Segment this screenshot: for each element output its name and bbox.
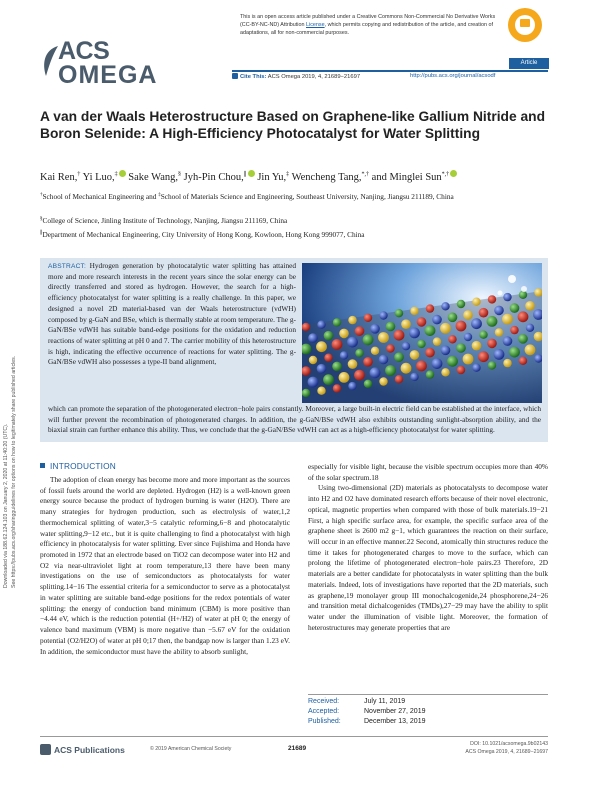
intro-column-left <box>40 475 290 657</box>
date-accepted: Accepted: November 27, 2019 <box>308 707 426 715</box>
publication-dates <box>308 697 425 727</box>
footer-rule <box>40 736 548 737</box>
atom <box>355 349 363 357</box>
author-list <box>40 170 560 183</box>
open-access-badge-icon <box>508 8 542 42</box>
atom <box>394 330 405 341</box>
atom <box>379 377 387 385</box>
affiliation: ∥Department of Mechanical Engineering, City University of Hong Kong, Kowloon, Hong Kong 999077, China <box>40 230 365 239</box>
atom <box>324 331 334 341</box>
atom <box>432 315 442 325</box>
atom <box>448 313 458 323</box>
atom <box>463 310 473 320</box>
atom <box>457 300 465 308</box>
atom <box>385 365 396 376</box>
doi-text[interactable]: DOI: 10.1021/acsomega.9b02143 <box>470 741 548 747</box>
atom <box>440 323 451 334</box>
atom <box>348 382 356 390</box>
atom <box>425 325 436 336</box>
atom <box>503 359 511 367</box>
atom <box>317 364 327 374</box>
acs-publications-logo[interactable]: ACS Publications <box>40 744 125 755</box>
atom <box>363 357 373 367</box>
toc-graphic-image[interactable] <box>302 263 542 403</box>
journal-url-link[interactable]: http://pubs.acs.org/journal/acsodf <box>410 73 496 79</box>
abstract-label: ABSTRACT: <box>48 263 87 270</box>
atom <box>333 384 341 392</box>
journal-logo-line2: OMEGA <box>58 60 158 89</box>
open-access-notice <box>240 14 502 37</box>
atom <box>456 321 467 332</box>
atom <box>488 295 496 303</box>
atom <box>363 334 374 345</box>
atom <box>370 367 381 378</box>
atom <box>355 326 365 336</box>
footer-doi[interactable] <box>410 741 548 756</box>
atom <box>348 316 356 324</box>
atom <box>364 380 372 388</box>
atom <box>333 318 341 326</box>
atom <box>472 364 480 372</box>
atom <box>448 335 456 343</box>
section-heading-introduction[interactable]: INTRODUCTION <box>40 461 116 471</box>
atom <box>441 368 449 376</box>
atom <box>525 301 535 311</box>
affiliation: †School of Mechanical Engineering and ‡School of Materials Science and Engineering, Southeast University, Nanjing, Jiangsu 211189, China <box>40 192 454 201</box>
atom <box>518 311 529 322</box>
author[interactable]: and Minglei Sun*,† <box>372 172 458 183</box>
section-square-icon <box>40 463 45 468</box>
license-link[interactable]: License <box>306 21 325 28</box>
orcid-icon[interactable] <box>450 170 457 177</box>
atom <box>332 362 342 372</box>
author[interactable]: Jin Yu,‡ <box>257 171 290 183</box>
atom <box>518 334 528 344</box>
atom <box>426 304 434 312</box>
atom <box>494 306 504 316</box>
atom <box>386 322 396 332</box>
atom <box>441 302 449 310</box>
download-side-note <box>3 0 18 588</box>
atom <box>348 359 358 369</box>
atom <box>354 370 365 381</box>
atom <box>503 336 513 346</box>
atom <box>503 293 511 301</box>
atom <box>479 331 487 339</box>
copyright: © 2019 American Chemical Society <box>150 746 232 752</box>
paragraph: The adoption of clean energy has become more and more important as the sources of fossil fuels around the world are depleted. Hydrogen (H2) is a well-known green energy source because the product of hydrogen burning is water (H2O). There are many strategies for hydrogen production, such as electrolysis of water,1,2 thermochemical splitting of water,3−5 catalytic reforming,6−8 and photocatalytic water splitting,9−12 etc., but it is quite challenging to find a photocatalyst with high efficiency in photocatalysis for water splitting. Ever since Fujishima and Honda have promoted in 1972 that an electrode based on TiO2 can decompose water into H2 and O2 via near-ultraviolet light at room temperature,13 there have been many investigations on the use of semiconductors as photocatalysts for water splitting.14−16 The essential criteria for a semiconductor to serve as a photocatalyst in water splitting are suitable band-edge positions for the redox potentials of water splitting: the energy of conduction band minimum (CBM) is more positive than −4.44 eV, which is the reduction potential (H+/H2) of water at pH 0; the energy of valence band maximum (VBM) is more negative than −5.67 eV for the oxidation potential (O2/H2O) of water at pH 0;17 then, the bandgap now is larger than 1.23 eV. In addition, the semiconductor must have the ability to absorb sunlight, <box>40 475 290 656</box>
atom <box>510 326 518 334</box>
acs-logo-icon <box>40 44 60 78</box>
atom <box>386 344 394 352</box>
atom <box>323 374 334 385</box>
atom <box>487 339 497 349</box>
atom <box>478 351 489 362</box>
atom <box>433 337 441 345</box>
atom <box>302 323 310 331</box>
atom <box>426 370 434 378</box>
atom <box>308 333 318 343</box>
atom <box>379 311 387 319</box>
atom <box>401 319 411 329</box>
atom <box>402 342 410 350</box>
atom <box>394 352 404 362</box>
abstract-text: ABSTRACT: Hydrogen generation by photocatalytic water splitting has attained more and more research interests in the recent years since the solar energy can be directly transferred and stored as hydrogen. However, the search for a high-efficiency photocatalyst for water splitting is a really challenge. In this paper, we designed a novel 2D material-based van der Waals heterostructure (vdWH) composed by g-GaN and BSe, which is thermally stable at room temperature. The g-GaN/BSe vdWH has suitable band-edge positions for the oxidation and reduction reactions of water splitting at pH 0 and 7. The carrier mobility of this heterostructure is high, indicating the effective occurrence of reactions for water splitting. The g-GaN/BSe vdWH also possesses a type-II band alignment, <box>48 261 296 367</box>
dates-rule <box>308 694 548 695</box>
atom <box>502 314 513 325</box>
atom <box>519 357 527 365</box>
atom <box>371 347 379 355</box>
side-note-line1: Downloaded via 188.62.124.103 on January 2, 2020 at 11:40:20 (UTC). <box>3 423 9 588</box>
header-rule <box>232 70 548 72</box>
atom <box>464 333 472 341</box>
author[interactable]: Wencheng Tang,*,† <box>291 171 370 183</box>
atom <box>447 356 458 367</box>
atom <box>339 372 350 383</box>
atom <box>410 373 418 381</box>
cite-icon <box>232 73 238 79</box>
atom <box>347 337 358 348</box>
atom <box>472 341 482 351</box>
atom <box>488 361 496 369</box>
atom <box>471 318 482 329</box>
atom <box>509 347 520 358</box>
atom <box>340 351 348 359</box>
author[interactable]: Sake Wang,§ <box>128 171 181 183</box>
orcid-icon[interactable] <box>248 170 255 177</box>
paragraph: especially for visible light, because the visible spectrum occupies more than 40% of the solar spectrum.18 <box>308 462 548 482</box>
paragraph: Using two-dimensional (2D) materials as photocatalysts to decompose water into H2 and O2 have dominated research efforts because of their novel electronic, optical, magnetic properties when compared with those of bulk materials.19−21 First, a high specific surface area, for example, the specific surface area of the graphene sheet is 2600 m2 g−1, which guarantees the reaction on their surface, will occur in an effective manner.22 Second, atomically thin structures reduce the time it takes for photogenerated charges to move to the surface, which can prolong the lifetime of photogenerated electron−hole pairs.23 Therefore, 2D materials are a better candidate for photocatalysts in water splitting than the bulk materials. Indeed, lots of investigations have reported that the 2D materials, such as graphene,19 monolayer group III monochalcogenide,24 phosphorene,24−26 and transition metal dichalcogenides (TMDs),27−29 may have the ability to split water under the illumination of visible light. Moreover, the formation of heterostructures may generate properties that are <box>308 483 548 632</box>
atom <box>370 324 380 334</box>
atom <box>395 375 403 383</box>
atom <box>410 307 418 315</box>
atom <box>379 355 389 365</box>
atom <box>364 314 372 322</box>
atom <box>441 346 451 356</box>
article-title: A van der Waals Heterostructure Based on Graphene-like Gallium Nitride and Boron Selenide: A High-Efficiency Photocatalyst for Water Splitting <box>40 109 545 141</box>
atom <box>308 377 319 388</box>
atom <box>410 350 420 360</box>
atom <box>479 308 489 318</box>
atom <box>472 298 480 306</box>
atom <box>425 348 435 358</box>
author[interactable]: Yi Luo,‡ <box>83 172 126 183</box>
oa-notice-suffix: , which permits copying and redistribution of the article, and creation of adaptations, all for non-commercial purposes. <box>240 21 493 36</box>
footer-citation: ACS Omega 2019, 4, 21689−21697 <box>465 748 548 755</box>
date-published: Published: December 13, 2019 <box>308 717 426 725</box>
atom <box>487 316 498 327</box>
author[interactable]: Kai Ren,† <box>40 171 81 183</box>
journal-logo-line1: ACS <box>58 37 110 65</box>
atom <box>316 341 327 352</box>
atom <box>525 344 536 355</box>
atom <box>309 356 317 364</box>
atom <box>456 343 466 353</box>
orcid-icon[interactable] <box>119 170 126 177</box>
atom <box>417 340 425 348</box>
page-number: 21689 <box>288 745 307 752</box>
atom <box>495 328 503 336</box>
atom <box>395 309 403 317</box>
atom <box>510 303 520 313</box>
atom <box>494 349 505 360</box>
cite-text: ACS Omega 2019, 4, 21689−21697 <box>266 74 361 80</box>
atom <box>332 339 343 350</box>
atom <box>463 354 474 365</box>
atom <box>317 321 325 329</box>
author[interactable]: Jyh-Pin Chou,∥ <box>184 172 255 183</box>
atom <box>317 387 325 395</box>
atom <box>302 389 310 397</box>
atom <box>339 329 349 339</box>
atom <box>432 358 443 369</box>
affiliation: §College of Science, Jinling Institute of Technology, Nanjing, Jiangsu 211169, China <box>40 216 288 225</box>
atom <box>378 332 389 343</box>
side-note-line2[interactable]: See https://pubs.acs.org/sharingguidelines for options on how to legitimately share published articles. <box>10 355 17 588</box>
atom <box>526 324 534 332</box>
atom <box>401 363 412 374</box>
cite-this[interactable] <box>232 73 360 80</box>
acs-publications-icon <box>40 744 51 755</box>
atom <box>324 354 332 362</box>
atom <box>416 361 427 372</box>
cite-label: Cite This: <box>240 74 267 80</box>
oa-notice-prefix: This is an open access article published under a Creative Commons Non-Commercial No Derivative Works (CC-BY-NC-ND) Attribution <box>240 14 496 28</box>
abstract-text-continued: which can promote the separation of the photogenerated electron−hole pairs constantly. Moreover, a large built-in electric field can be established at the interface, which will further prevent the recombination of photogenerated charges. In addition, the g-GaN/BSe vdWH also exhibits outstanding sunlight-absorption ability, and the biaxial strain can further enhance this ability. Thus, we conclude that the g-GaN/BSe vdWH can act as a high-efficiency photocatalyst for water splitting. <box>48 404 541 435</box>
atom <box>457 366 465 374</box>
intro-column-right <box>308 462 548 634</box>
journal-logo[interactable] <box>58 37 158 89</box>
article-type-badge: Article <box>509 58 549 69</box>
atom <box>417 317 427 327</box>
date-received: Received: July 11, 2019 <box>308 698 406 705</box>
atom <box>409 328 420 339</box>
atom <box>519 291 527 299</box>
